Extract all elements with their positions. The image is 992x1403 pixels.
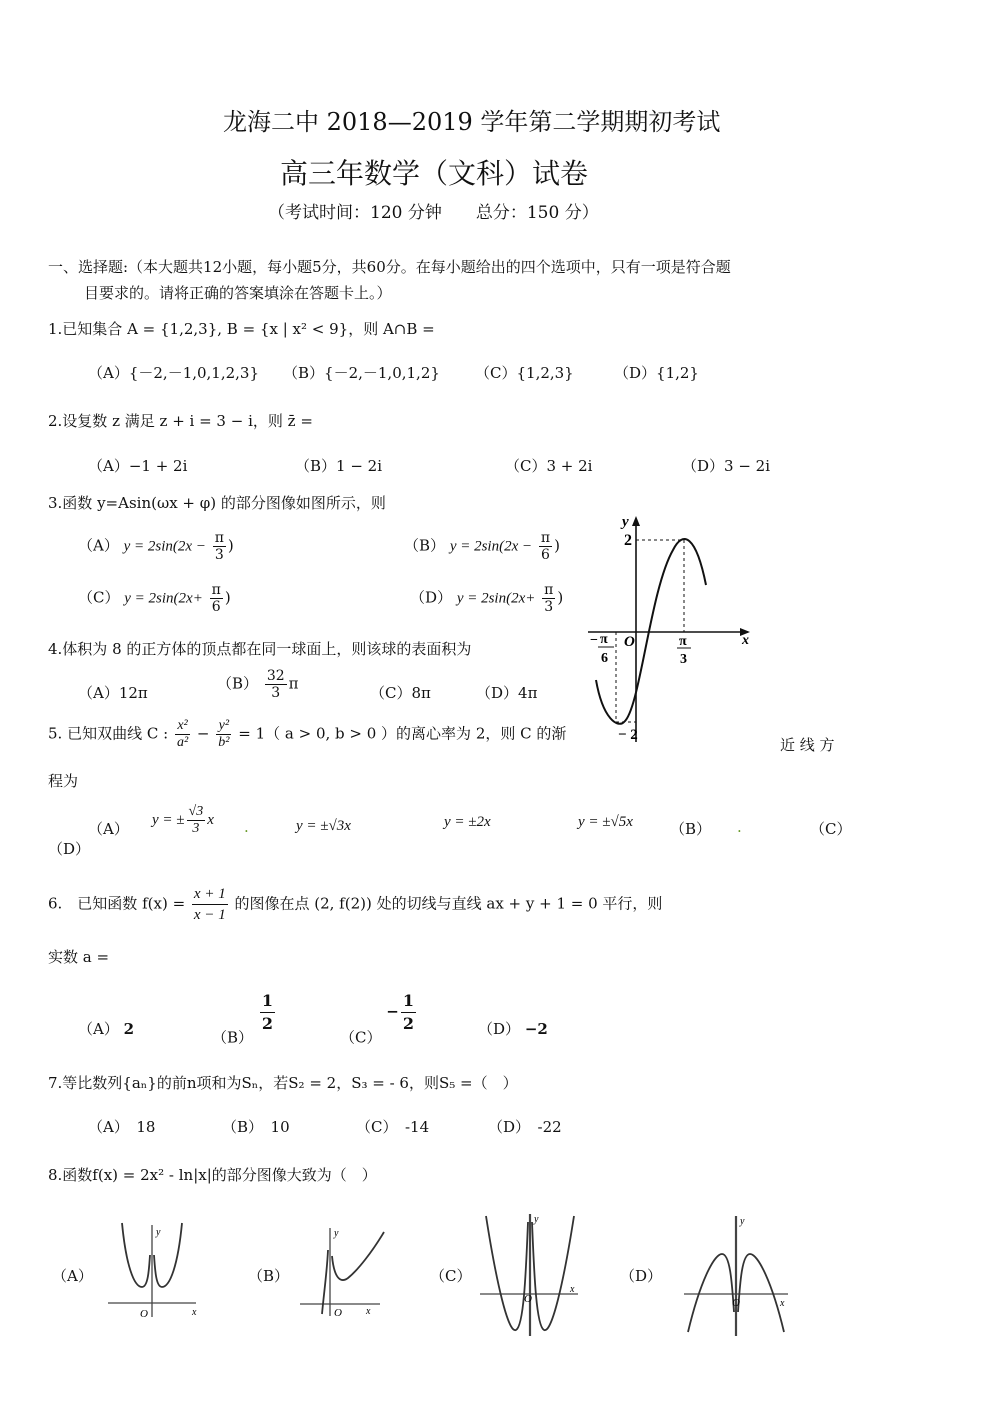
section-heading-cont: 目要求的。请将正确的答案填涂在答题卡上。）	[84, 284, 392, 302]
tick-pi-right: π	[679, 634, 687, 649]
option-label: （D）	[478, 1020, 521, 1038]
question-8-label-b[interactable]: （B）	[248, 1267, 290, 1285]
minus-sign: −	[386, 1002, 399, 1021]
question-3-option-d[interactable]	[410, 582, 563, 615]
fraction	[216, 718, 231, 751]
question-7-option-d[interactable]: （D） -22	[488, 1118, 562, 1136]
fraction-den: 2	[402, 1014, 414, 1033]
tick-max-label: 2	[624, 532, 632, 549]
question-5-label-b[interactable]: （B）	[670, 820, 712, 838]
question-4-option-b[interactable]	[217, 668, 299, 701]
question-5-label-d[interactable]: （D）	[48, 840, 91, 858]
question-6-option-a[interactable]	[78, 1018, 134, 1039]
fraction-num: π	[540, 530, 551, 546]
option-value: 2	[123, 1020, 135, 1038]
fraction-num: 32	[266, 668, 285, 684]
x-label: x	[192, 1307, 197, 1318]
question-2-option-d[interactable]: （D）3 − 2i	[682, 457, 771, 475]
origin-label: O	[334, 1307, 342, 1319]
question-5-eq-3: y = ±2x	[444, 814, 491, 830]
fraction	[187, 804, 206, 837]
option-formula: y = 2sin(2x+	[456, 590, 536, 607]
question-5-eq-1	[152, 804, 214, 837]
question-8-graph-c	[474, 1210, 584, 1340]
question-7-option-a[interactable]: （A） 18	[88, 1118, 156, 1136]
option-label: （D）	[410, 588, 453, 607]
question-1-option-b[interactable]: （B）{－2,－1,0,1,2}	[283, 364, 440, 382]
fraction-den: a²	[176, 735, 189, 750]
stem-mid: = 1（ a > 0, b > 0 ）的离心率为 2，则 C 的渐	[238, 724, 567, 743]
curve-right	[532, 1216, 574, 1330]
question-1-stem: 1.已知集合 A = {1,2,3}, B = {x | x² < 9}，则 A∩B =	[48, 320, 435, 338]
fraction	[265, 668, 287, 701]
fraction	[175, 718, 190, 751]
question-6-option-d[interactable]	[478, 1018, 548, 1039]
question-7-option-c[interactable]: （C） -14	[356, 1118, 430, 1136]
tick-pi-left: π	[600, 632, 608, 647]
fraction-den: b²	[218, 735, 230, 750]
eq-pre: y = ±	[152, 811, 185, 828]
minus: −	[196, 724, 210, 743]
question-5-dot-2: .	[737, 818, 742, 836]
fraction-num: π	[211, 582, 221, 598]
fraction	[401, 990, 416, 1035]
option-formula: y = 2sin(2x −	[449, 538, 533, 555]
origin-label: O	[524, 1293, 532, 1305]
question-5-label-a[interactable]: （A）	[88, 820, 129, 838]
stem-post: 的图像在点 (2, f(2)) 处的切线与直线 ax + y + 1 = 0 平行，则	[234, 894, 663, 913]
question-3-option-c[interactable]	[78, 582, 231, 615]
close-paren: )	[557, 588, 564, 607]
question-3-option-b[interactable]	[404, 530, 560, 563]
option-formula: y = 2sin(2x −	[123, 538, 206, 555]
question-2-option-a[interactable]: （A）−1 + 2i	[88, 457, 188, 475]
y-axis-arrow-icon	[632, 516, 640, 526]
fraction-num: 1	[260, 990, 275, 1013]
question-6-stem	[48, 884, 662, 925]
question-6-stem-cont: 实数 a =	[48, 948, 110, 966]
x-label: x	[570, 1284, 575, 1295]
question-1-option-a[interactable]: （A）{－2,－1,0,1,2,3}	[88, 364, 260, 382]
question-4-stem: 4.体积为 8 的正方体的顶点都在同一球面上，则该球的表面积为	[48, 640, 472, 658]
question-5-label-c[interactable]: （C）	[810, 820, 852, 838]
fraction-den: 3	[214, 547, 224, 563]
question-4-option-a[interactable]: （A）12π	[78, 684, 148, 702]
exam-info: （考试时间：120 分钟 总分：150 分）	[268, 203, 599, 223]
option-value: −2	[524, 1020, 548, 1038]
fraction-num: √3	[188, 804, 204, 819]
eq-tail: x	[207, 811, 214, 828]
fraction-den: x − 1	[193, 907, 226, 923]
option-label: （A）	[78, 536, 119, 555]
origin-label: O	[624, 634, 635, 650]
question-8-stem: 8.函数f(x) = 2x² - ln|x|的部分图像大致为（ ）	[48, 1166, 377, 1184]
tick-6-label: 6	[601, 651, 608, 666]
fraction-den: 3	[271, 685, 281, 701]
fraction-num: x²	[175, 718, 190, 735]
question-8-label-a[interactable]: （A）	[52, 1267, 93, 1285]
fraction-den: 2	[261, 1014, 273, 1033]
question-1-option-d[interactable]: （D）{1,2}	[614, 364, 699, 382]
option-label: （C）	[340, 1028, 382, 1047]
curve-left	[122, 1223, 150, 1287]
question-2-option-b[interactable]: （B）1 − 2i	[295, 457, 383, 475]
question-2-option-c[interactable]: （C）3 + 2i	[505, 457, 593, 475]
question-5-stem-right: 近 线 方	[780, 736, 835, 754]
fraction-num: 1	[401, 990, 416, 1013]
option-label: （B）	[217, 674, 259, 693]
fraction-num: π	[214, 530, 224, 546]
question-8-label-c[interactable]: （C）	[430, 1267, 472, 1285]
fraction	[213, 530, 226, 563]
option-tail: π	[288, 674, 299, 693]
question-7-stem: 7.等比数列{aₙ}的前n项和为Sₙ，若S₂ = 2，S₃ = - 6，则S₅ =（ ）	[48, 1074, 518, 1092]
fraction	[192, 884, 228, 925]
fraction	[542, 582, 555, 615]
fraction-den: 3	[192, 821, 200, 836]
curve-right	[738, 1254, 784, 1332]
fraction-den: 6	[211, 599, 221, 615]
tick-min-label: − 2	[618, 727, 638, 743]
question-8-graph-b	[296, 1222, 396, 1322]
question-5-stem-cont: 程为	[48, 772, 79, 790]
question-8-label-d[interactable]: （D）	[620, 1267, 663, 1285]
option-label: （A）	[78, 1020, 119, 1038]
fraction-num: y²	[216, 718, 231, 735]
y-label: y	[334, 1228, 339, 1239]
exam-title: 龙海二中 2018—2019 学年第二学期期初考试	[223, 108, 721, 136]
curve-left	[688, 1254, 734, 1332]
close-paren: )	[224, 588, 231, 607]
close-paren: )	[227, 536, 234, 555]
y-label: y	[740, 1216, 745, 1227]
fraction	[210, 582, 223, 615]
option-label: （C）	[78, 588, 120, 607]
close-paren: )	[554, 536, 560, 555]
origin-label: O	[140, 1308, 148, 1320]
option-label: （B）	[404, 536, 446, 555]
exam-subtitle: 高三年数学（文科）试卷	[280, 157, 589, 190]
option-formula: y = 2sin(2x+	[124, 590, 203, 607]
question-7-option-b[interactable]: （B） 10	[222, 1118, 290, 1136]
question-3-option-a[interactable]	[78, 530, 234, 563]
origin-label: O	[732, 1297, 740, 1309]
question-5-dot-1: .	[244, 818, 249, 836]
fraction	[539, 530, 552, 563]
question-3-graph	[578, 510, 768, 750]
question-5-eq-2: y = ±√3x	[296, 818, 351, 834]
question-8-graph-d	[680, 1212, 792, 1342]
fraction	[260, 990, 275, 1035]
question-6-option-b[interactable]	[212, 990, 277, 1048]
y-label: y	[534, 1214, 539, 1225]
x-label: x	[780, 1298, 785, 1309]
question-8-graph-a	[100, 1215, 210, 1325]
fraction-num: π	[544, 582, 554, 598]
fraction-den: 6	[541, 547, 550, 563]
y-label: y	[156, 1227, 161, 1238]
curve-left	[486, 1216, 528, 1330]
tick-3-label: 3	[680, 652, 687, 667]
fraction-den: 3	[544, 599, 554, 615]
section-heading: 一、选择题:（本大题共12小题，每小题5分，共60分。在每小题给出的四个选项中，只有一项是符合题	[48, 258, 731, 276]
tick-neg-sign: −	[590, 633, 598, 648]
question-5-eq-4: y = ±√5x	[578, 814, 633, 830]
question-4-option-d[interactable]: （D）4π	[476, 684, 538, 702]
x-axis-label: x	[742, 633, 749, 648]
question-5-stem	[48, 718, 566, 751]
question-1-option-c[interactable]: （C）{1,2,3}	[475, 364, 574, 382]
question-6-option-c[interactable]	[340, 990, 418, 1048]
question-2-stem: 2.设复数 z 满足 z + i = 3 − i，则 z̄ =	[48, 412, 313, 430]
x-label: x	[366, 1306, 371, 1317]
fraction-num: x + 1	[192, 884, 228, 905]
stem-pre: 5. 已知双曲线 C :	[48, 724, 169, 743]
curve-right	[332, 1232, 384, 1280]
option-label: （B）	[212, 1028, 254, 1047]
y-axis-label: y	[622, 514, 629, 530]
question-3-stem: 3.函数 y=Asin(ωx + φ) 的部分图像如图所示，则	[48, 494, 386, 512]
stem-pre: 6. 已知函数 f(x) =	[48, 894, 186, 913]
question-4-option-c[interactable]: （C）8π	[370, 684, 431, 702]
